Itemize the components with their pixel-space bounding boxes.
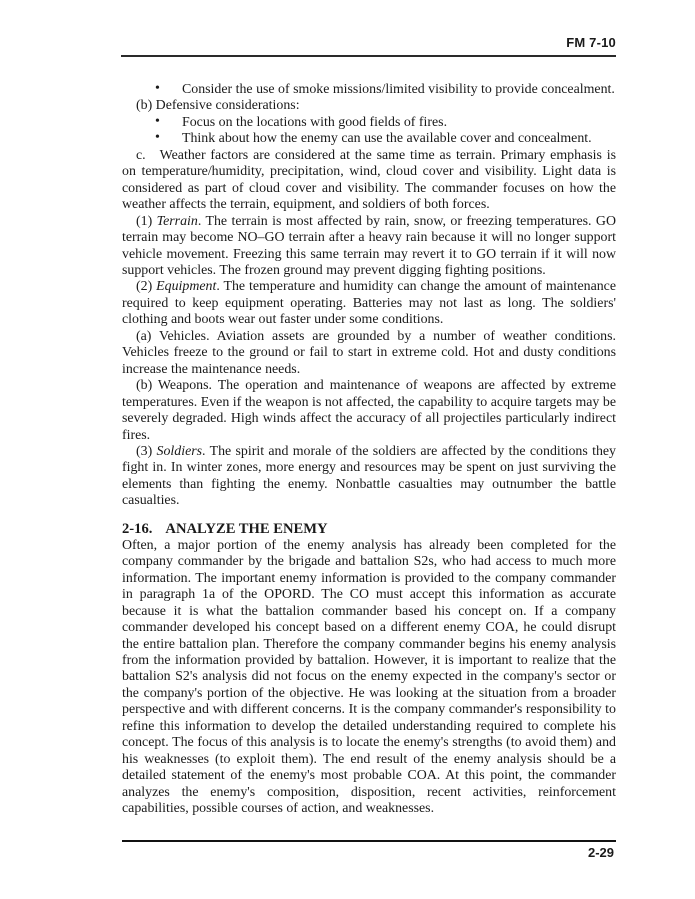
paragraph-text: . The terrain is most affected by rain, snow, or freezing temperatures. GO terrain may become NO–GO terrain after a heavy rain because it will no longer support vehicle movement. Freezing this same terrain may revert it to GO terrain if it will now support vehicles. The frozen ground may prevent digging fighting positions. [122, 213, 616, 278]
paragraph-prefix: (3) [136, 443, 157, 459]
bullet-item-smoke [122, 82, 616, 98]
paragraph-b-weapons: (b) Weapons. The operation and maintenance of weapons are affected by extreme temperatures. Even if the weapon is not affected, the capability to acquire targets may be severely degraded. High winds affect the accuracy of all projectiles particularly indirect fires. [122, 378, 616, 443]
footer-page-number: 2-29 [587, 845, 614, 860]
bullet-icon: • [155, 81, 160, 96]
paragraph-term: Equipment [156, 279, 217, 295]
bullet-icon: • [155, 113, 160, 129]
paragraph-term: Soldiers [156, 443, 203, 459]
paragraph-text: . The temperature and humidity can change the amount of maintenance required to keep equipment operating. Batteries may not last as long. The soldiers' clothing and boots wear out faster under some conditions. [122, 279, 617, 328]
paragraph-1-terrain [122, 214, 616, 280]
bullet-item-fields-of-fire [122, 115, 616, 131]
bullet-text: Consider the use of smoke missions/limited visibility to provide concealment. [182, 82, 615, 97]
paragraph-3-soldiers [122, 444, 616, 510]
paragraph-2-equipment [122, 279, 616, 328]
paragraph-prefix: (2) [136, 279, 157, 295]
paragraph-c-weather [122, 148, 616, 214]
bullet-item-cover [122, 131, 616, 147]
bullet-text: Think about how the enemy can use the available cover and concealment. [182, 131, 592, 147]
section-heading-2-16 [122, 521, 616, 538]
paragraph-prefix: (1) [136, 213, 157, 229]
bullet-icon: • [155, 130, 160, 146]
paragraph-text: . The spirit and morale of the soldiers are affected by the conditions they fight in. In winter zones, more energy and resources may be spent on just surviving the elements than fighting the enemy. Nonbattle casualties may outnumber the battle casualties. [122, 443, 616, 509]
paragraph-label: c. [136, 147, 146, 163]
paragraph-analyze-enemy: Often, a major portion of the enemy analysis has already been completed for the company commander by the brigade and battalion S2s, who had access to much more information. The important enemy information is provided to the company commander in paragraph 1a of the OPORD. The CO must accept this information as accurate because it is what the battalion commander based his concept on. If a company commander developed his concept based on a different enemy COA, he could disrupt the entire battalion plan. Therefore the company commander begins his enemy analysis from the information provided by battalion. However, it is important to realize that the battalion S2's analysis did not focus on the enemy expected in the company's sector or the company's portion of the objective. He was looking at the situation from a broader perspective and with different concerns. It is the company commander's responsibility to refine this information to develop the detailed understanding required to complete his concept. The focus of this analysis is to locate the enemy's strengths (to avoid them) and his weaknesses (to exploit them). The end result of the enemy analysis should be a detailed statement of the enemy's most probable COA. At this point, the commander analyzes the enemy's composition, disposition, recent activities, reinforcement capabilities, possible courses of action, and weaknesses. [122, 537, 616, 817]
page-body [122, 82, 616, 817]
list-item-defensive: (b) Defensive considerations: [136, 98, 300, 114]
paragraph-term: Terrain [156, 213, 198, 229]
header-rule [121, 55, 616, 57]
bullet-text: Focus on the locations with good fields of fires. [182, 114, 448, 130]
paragraph-text: Weather factors are considered at the same time as terrain. Primary emphasis is on temperature/humidity, precipitation, wind, cloud cover and visibility. Light data is considered as part of cloud cover and visibility. The commander focuses on how the weather affects the terrain, equipment, and soldiers of both forces. [122, 147, 616, 213]
section-number: 2-16. [122, 520, 153, 537]
header-doc-code: FM 7-10 [566, 35, 616, 50]
paragraph-a-vehicles: (a) Vehicles. Aviation assets are grounded by a number of weather conditions. Vehicles freeze to the ground or fail to start in extreme cold. Hot and dusty conditions increase the maintenance needs. [122, 328, 616, 377]
section-title: ANALYZE THE ENEMY [165, 520, 328, 537]
footer-rule [122, 840, 616, 842]
